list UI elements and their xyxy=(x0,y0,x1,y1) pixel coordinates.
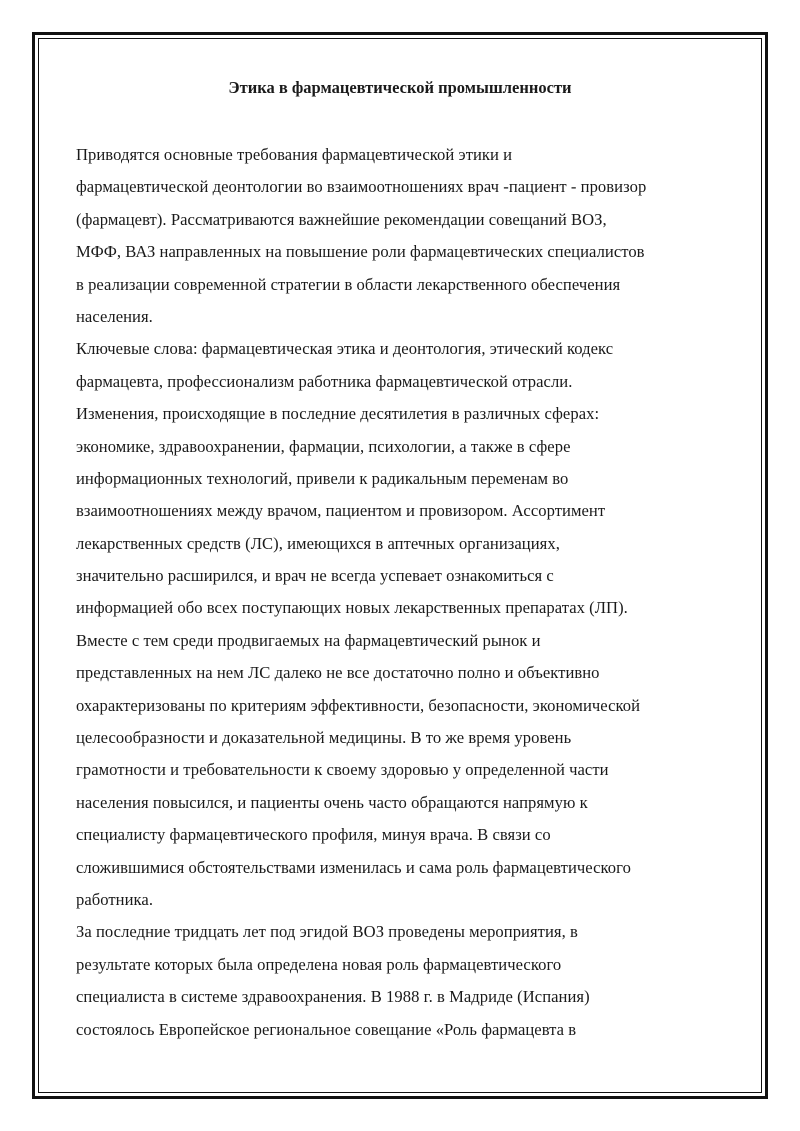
text-line: За последние тридцать лет под эгидой ВОЗ проведены мероприятия, в xyxy=(76,922,578,942)
text-line: населения повысился, и пациенты очень часто обращаются напрямую к xyxy=(76,792,588,812)
text-line: специалисту фармацевтического профиля, минуя врача. В связи со xyxy=(76,825,551,845)
text-line: сложившимися обстоятельствами изменилась и сама роль фармацевтического xyxy=(76,857,631,877)
document-body xyxy=(76,139,756,1046)
text-line: Приводятся основные требования фармацевтической этики и xyxy=(76,145,513,164)
text-line: фармацевтической деонтологии во взаимоотношениях врач -пациент - провизор xyxy=(76,177,647,197)
text-line: Изменения, происходящие в последние десятилетия в различных сферах: xyxy=(76,404,600,424)
text-line: Ключевые слова: фармацевтическая этика и деонтология, этический кодекс xyxy=(76,339,614,359)
text-line: населения. xyxy=(76,306,153,326)
text-line: Вместе с тем среди продвигаемых на фармацевтический рынок и xyxy=(76,630,541,650)
text-line: лекарственных средств (ЛС), имеющихся в аптечных организациях, xyxy=(76,533,560,553)
document-title: Этика в фармацевтической промышленности xyxy=(228,78,572,97)
text-line: взаимоотношениях между врачом, пациентом и провизором. Ассортимент xyxy=(76,501,606,521)
text-line: целесообразности и доказательной медицины. В то же время уровень xyxy=(76,728,572,748)
text-line: значительно расширился, и врач не всегда успевает ознакомиться с xyxy=(76,566,554,586)
text-line: результате которых была определена новая роль фармацевтического xyxy=(76,954,562,974)
text-line: информационных технологий, привели к радикальным переменам во xyxy=(76,468,569,488)
text-line: работника. xyxy=(76,889,154,909)
text-line: состоялось Европейское региональное совещание «Роль фармацевта в xyxy=(76,1019,577,1039)
text-line: представленных на нем ЛС далеко не все достаточно полно и объективно xyxy=(76,663,600,683)
text-line: в реализации современной стратегии в области лекарственного обеспечения xyxy=(76,274,621,294)
text-line: информацией обо всех поступающих новых лекарственных препаратах (ЛП). xyxy=(76,598,628,618)
text-line: охарактеризованы по критериям эффективности, безопасности, экономической xyxy=(76,695,641,715)
text-line: грамотности и требовательности к своему здоровью у определенной части xyxy=(76,760,609,780)
text-line: МФФ, ВАЗ направленных на повышение роли фармацевтических специалистов xyxy=(76,242,645,262)
text-line: экономике, здравоохранении, фармации, психологии, а также в сфере xyxy=(76,436,571,456)
text-line: фармацевта, профессионализм работника фармацевтической отрасли. xyxy=(76,371,573,391)
text-line: специалиста в системе здравоохранения. В 1988 г. в Мадриде (Испания) xyxy=(76,987,590,1007)
text-line: (фармацевт). Рассматриваются важнейшие рекомендации совещаний ВОЗ, xyxy=(76,209,607,229)
